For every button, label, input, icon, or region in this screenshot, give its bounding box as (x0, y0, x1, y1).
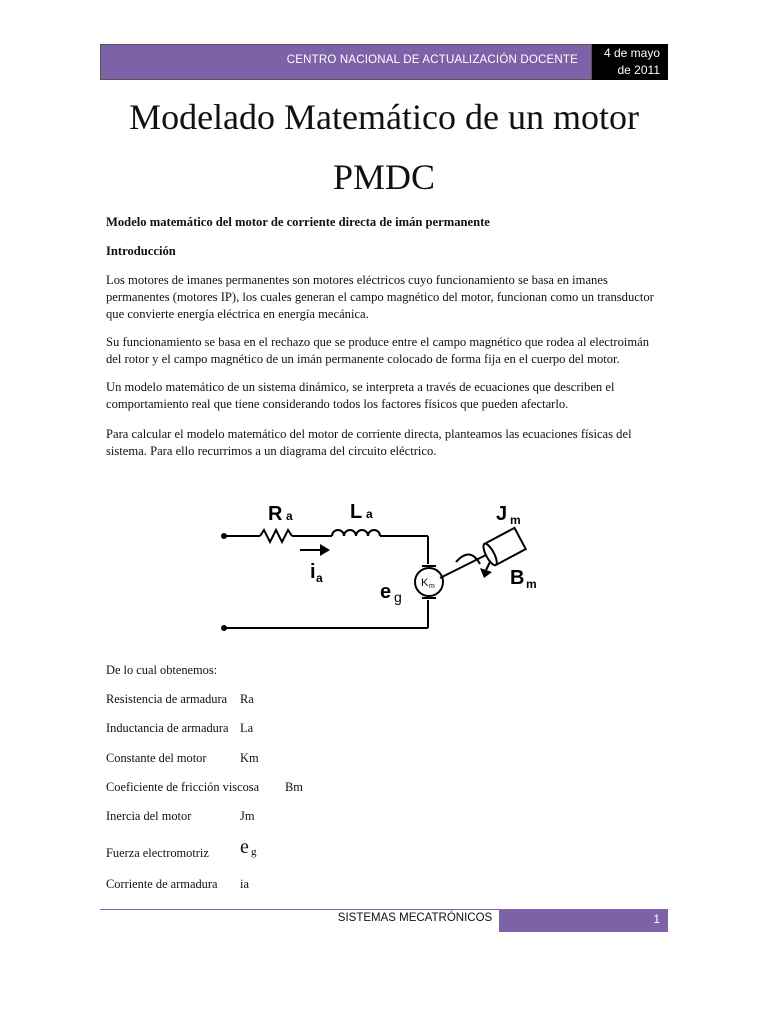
label-e: e (380, 581, 392, 603)
page-number: 1 (653, 912, 660, 926)
obtain-text: De lo cual obtenemos: (106, 663, 218, 677)
label-i: i (310, 561, 316, 583)
paragraph-4: Para calcular el modelo matemático del motor de corriente directa, planteamos las ecuaciones físicas del sistema. Para ello recurrimos a un diagrama del circuito eléctrico. (106, 427, 632, 458)
page-title-line2: PMDC (332, 157, 436, 197)
label-L-sub: a (366, 507, 373, 521)
term-symbol-sub: g (251, 846, 257, 858)
term-name: Constante del motor (106, 751, 207, 765)
terminal-top (221, 533, 227, 539)
label-K-sub: m (429, 583, 435, 590)
torque-arc (456, 554, 480, 564)
label-B: B (510, 567, 525, 589)
paragraph-1: Los motores de imanes permanentes son motores eléctricos cuyo funcionamiento se basa en imanes permanentes (motores IP), los cuales generan el campo magnético del motor, funcionan como un transductor que convierte energía eléctrica en energía mecánica. (106, 273, 654, 321)
subtitle: Modelo matemático del motor de corriente directa de imán permanente (106, 215, 490, 229)
header-title: CENTRO NACIONAL DE ACTUALIZACIÓN DOCENTE (286, 54, 578, 66)
term-symbol: Jm (240, 809, 255, 823)
label-R: R (268, 503, 283, 525)
term-symbol: Ra (240, 692, 254, 706)
term-symbol: Km (240, 751, 259, 765)
paragraph-2: Su funcionamiento se basa en el rechazo que se produce entre el campo magnético que rodea al electroimán del rotor y el campo magnético de un imán permanente colocado de forma fija en el cuerpo del motor. (106, 335, 650, 366)
term-name: Inductancia de armadura (106, 721, 229, 735)
header-date-line1: 4 de mayo (603, 46, 660, 60)
label-i-sub: a (316, 571, 323, 585)
label-J: J (496, 503, 508, 525)
label-B-sub: m (526, 577, 537, 591)
header-date (592, 44, 668, 80)
term-symbol-main: e (240, 836, 249, 858)
paragraph-3: Un modelo matemático de un sistema dinámico, se interpreta a través de ecuaciones que describen el comportamiento real que tiene considerando todos los factores físicos que pueden afectarlo. (106, 380, 615, 411)
term-name: Coeficiente de fricción viscosa (106, 780, 260, 794)
term-symbol: Bm (285, 780, 303, 794)
term-name: Inercia del motor (106, 809, 192, 823)
page-title-line1: Modelado Matemático de un motor (129, 97, 639, 137)
term-name: Resistencia de armadura (106, 692, 228, 706)
term-name: Fuerza electromotriz (106, 846, 209, 860)
label-K: K (421, 577, 429, 589)
inductor-symbol (332, 530, 380, 536)
term-name: Corriente de armadura (106, 877, 218, 891)
footer-page-box (499, 909, 668, 932)
circuit-diagram (200, 486, 552, 646)
inertia-load (481, 528, 526, 567)
term-symbol: La (240, 721, 254, 735)
label-L: L (350, 501, 363, 523)
header-date-line2: de 2011 (617, 63, 660, 77)
label-R-sub: a (286, 509, 293, 523)
footer-line (100, 909, 499, 910)
motor-circle (415, 568, 443, 596)
label-J-sub: m (510, 513, 521, 527)
resistor-symbol (260, 530, 292, 542)
term-symbol: ia (240, 877, 249, 891)
label-e-sub: g (394, 589, 402, 605)
terminal-bottom (221, 625, 227, 631)
current-arrowhead (320, 544, 330, 556)
footer-label: SISTEMAS MECATRÓNICOS (337, 912, 493, 924)
intro-heading: Introducción (106, 244, 176, 258)
